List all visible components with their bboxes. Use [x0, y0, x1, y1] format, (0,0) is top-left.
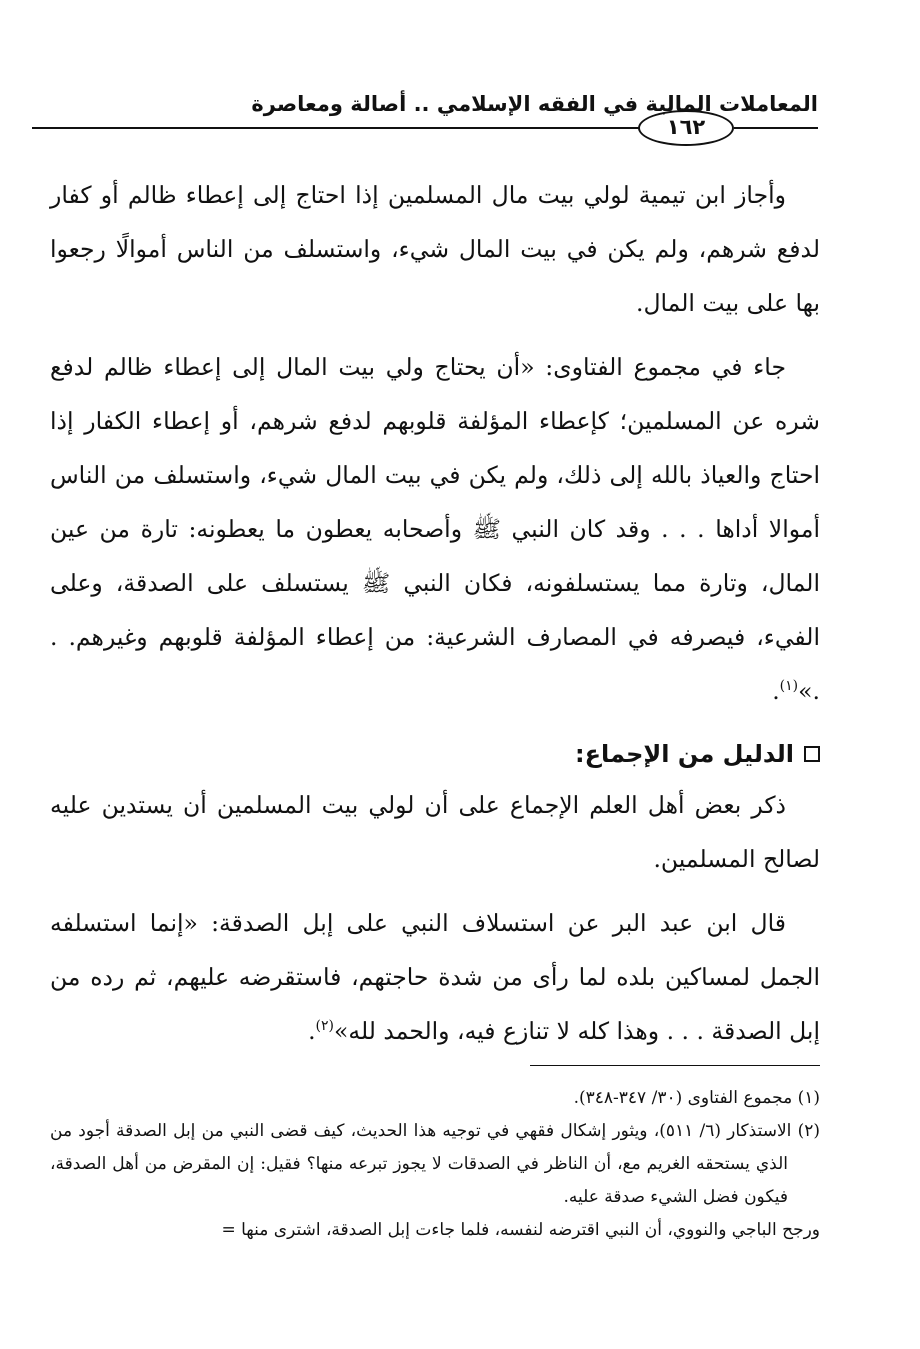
section-heading-ijma — [50, 730, 820, 778]
footnote-ref-1[interactable]: (١) — [779, 678, 799, 695]
page-number: ١٦٢ — [638, 110, 734, 146]
body-text — [50, 168, 820, 1058]
footnotes — [50, 1082, 820, 1247]
paragraph-ibn-abd-albarr — [50, 896, 820, 1058]
footnote-ref-2[interactable]: (٢) — [315, 1018, 335, 1035]
footnote-1: (١) مجموع الفتاوى (٣٠/ ٣٤٧-٣٤٨). — [573, 1088, 820, 1108]
paragraph-majmu-fatawa — [50, 340, 820, 718]
quote-majmu-fatawa: جاء في مجموع الفتاوى: «أن يحتاج ولي بيت المال إلى إعطاء ظالم لدفع شره عن المسلمين؛ كإعطاء المؤلفة قلوبهم لدفع شرهم، أو إعطاء الكفار إذا احتاج والعياذ بالله إلى ذلك، ولم يكن في بيت المال شيء، واستسلف من الناس أموالا أداها . . . وقد كان النبي ﷺ وأصحابه يعطون ما يعطونه: تارة من عين المال، وتارة مما يستسلفونه، فكان النبي ﷺ يستسلف على الصدقة، وعلى الفيء، فيصرفه في المصارف الشرعية: من إعطاء المؤلفة قلوبهم وغيرهم. . .» — [50, 353, 821, 705]
period: . — [772, 677, 780, 705]
footnote-separator — [530, 1065, 820, 1066]
quote-ibn-abd-albarr: قال ابن عبد البر عن استسلاف النبي على إبل الصدقة: «إنما استسلفه الجمل لمساكين بلده لما رأى من شدة حاجتهم، فاستقرضه عليهم، ثم رده من إبل الصدقة . . . وهذا كله لا تنازع فيه، والحمد لله» — [50, 909, 820, 1045]
running-title: المعاملات المالية في الفقه الإسلامي .. أصالة ومعاصرة — [251, 92, 818, 116]
paragraph-ibn-taymiyya: وأجاز ابن تيمية لولي بيت مال المسلمين إذا احتاج إلى إعطاء ظالم أو كفار لدفع شرهم، ولم يكن في بيت المال شيء، واستسلف من الناس أموالًا رجعوا بها على بيت المال. — [50, 181, 820, 317]
footnote-2-continued: ورجح الباجي والنووي، أن النبي اقترضه لنفسه، فلما جاءت إبل الصدقة، اشترى منها = — [221, 1220, 820, 1240]
header-rule-right — [734, 127, 818, 129]
header-rule-left — [32, 127, 640, 129]
square-outline-icon — [804, 746, 820, 762]
paragraph-ijma: ذكر بعض أهل العلم الإجماع على أن لولي بيت المسلمين أن يستدين عليه لصالح المسلمين. — [50, 791, 820, 873]
section-heading-text: الدليل من الإجماع: — [575, 740, 794, 768]
footnote-2: (٢) الاستذكار (٦/ ٥١١)، ويثور إشكال فقهي في توجيه هذا الحديث، كيف قضى النبي من إبل الصدقة أجود من الذي يستحقه الغريم مع، أن الناظر في الصدقات لا يجوز تبرعه منها؟ فقيل: إن المقرض من أهل الصدقة، فيكون فضل الشيء صدقة عليه. — [50, 1121, 820, 1207]
period: . — [308, 1017, 316, 1045]
